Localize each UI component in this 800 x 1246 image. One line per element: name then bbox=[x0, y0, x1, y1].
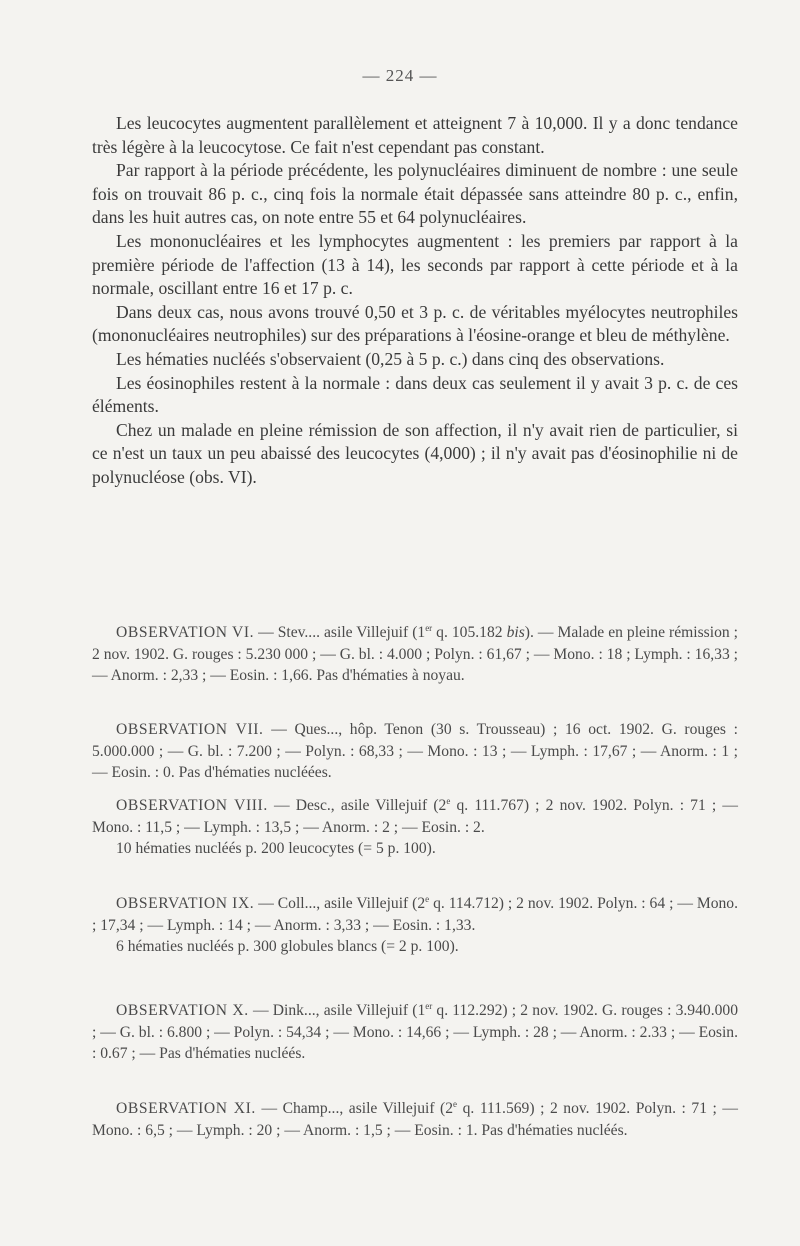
superscript: e bbox=[446, 795, 451, 806]
observation-text-part: — Coll..., asile Villejuif (2 bbox=[254, 895, 426, 912]
body-text bbox=[92, 112, 738, 490]
observation-text-part: q. 112.292) ; 2 nov. 1902. G. rouges : 3.940.000 ; — G. bl. : 6.800 ; — Polyn. : 54,34 ; — Mono. : 14,66 ; — Lymph. : 28 ; — Anorm. : 2.33 ; — Eosin. : 0.67 ; — Pas d'hématies nucléés. bbox=[92, 1002, 738, 1063]
observation-text-part: — Ques..., hôp. Tenon (30 s. Trousseau) ; 16 oct. 1902. G. rouges : 5.000.000 ; — G. bl. : 7.200 ; — Polyn. : 68,33 ; — Mono. : 13 ; — Lymph. : 17,67 ; — Anorm. : 1 ; — Eosin. : 0. Pas d'hématies nucléées. bbox=[92, 721, 738, 782]
superscript: e bbox=[453, 1098, 458, 1109]
observation-text-part: q. 105.182 bbox=[432, 624, 507, 641]
observation-x bbox=[92, 1000, 738, 1065]
observation-text-part: q. 111.767) ; 2 nov. 1902. Polyn. : 71 ; — Mono. : 11,5 ; — Lymph. : 13,5 ; — Anorm. : 2 ; — Eosin. : 2. bbox=[92, 797, 738, 836]
observation-text-part: — Champ..., asile Villejuif (2 bbox=[255, 1100, 454, 1117]
observation-text bbox=[92, 1098, 738, 1141]
observation-text-part: q. 114.712) ; 2 nov. 1902. Polyn. : 64 ; — Mono. ; 17,34 ; — Lymph. : 14 ; — Anorm. : 3,33 ; — Eosin. : 1,33. bbox=[92, 895, 738, 934]
observation-note: 10 hématies nucléés p. 200 leucocytes (= 5 p. 100). bbox=[116, 840, 436, 858]
observation-text bbox=[92, 1000, 738, 1065]
observation-title: OBSERVATION X. bbox=[116, 1002, 249, 1019]
observation-text-part: — Dink..., asile Villejuif (1 bbox=[248, 1002, 426, 1019]
paragraph: Dans deux cas, nous avons trouvé 0,50 et 3 p. c. de véritables myélocytes neutrophiles (mononucléaires neutrophiles) sur des préparations à l'éosine-orange et bleu de méthylène. bbox=[92, 301, 738, 346]
observation-text-part: q. 111.569) ; 2 nov. 1902. Polyn. : 71 ; — Mono. : 6,5 ; — Lymph. : 20 ; — Anorm. : 1,5 ; — Eosin. : 1. Pas d'hématies nucléés. bbox=[92, 1100, 739, 1139]
observation-text-part: — Stev.... asile Villejuif (1 bbox=[254, 624, 426, 641]
page-number: — 224 — bbox=[362, 66, 438, 85]
superscript: er bbox=[425, 1000, 433, 1011]
observation-text-part: — Desc., asile Villejuif (2 bbox=[267, 797, 447, 814]
paragraph: Chez un malade en pleine rémission de son affection, il n'y avait rien de particulier, si ce n'est un taux un peu abaissé des leucocytes (4,000) ; il n'y avait pas d'éosinophilie ni de polynucléose (obs. VI). bbox=[92, 419, 738, 487]
observation-text-part: ). — Malade en pleine rémission ; 2 nov. 1902. G. rouges : 5.230 000 ; — G. bl. : 4.000 ; Polyn. : 61,67 ; — Mono. : 18 ; Lymph. : 16,33 ; — Anorm. : 2,33 ; — Eosin. : 1,66. Pas d'hématies à noyau. bbox=[92, 624, 738, 685]
paragraph: Les éosinophiles restent à la normale : dans deux cas seulement il y avait 3 p. c. de ces éléments. bbox=[92, 372, 738, 417]
italic-text: bis bbox=[506, 624, 525, 641]
observation-note: 6 hématies nucléés p. 300 globules blancs (= 2 p. 100). bbox=[116, 938, 459, 956]
observation-viii bbox=[92, 795, 738, 860]
paragraph: Les hématies nucléés s'observaient (0,25 à 5 p. c.) dans cinq des observations. bbox=[116, 348, 665, 369]
paragraph: Les mononucléaires et les lymphocytes augmentent : les premiers par rapport à la première période de l'affection (13 à 14), les seconds par rapport à cette période et à la normale, oscillant entre 16 et 17 p. c. bbox=[92, 230, 738, 299]
observation-title: OBSERVATION VI. bbox=[116, 624, 255, 641]
superscript: e bbox=[425, 893, 430, 904]
observation-text bbox=[92, 719, 738, 784]
observation-title: OBSERVATION XI. bbox=[116, 1100, 256, 1117]
observation-title: OBSERVATION IX. bbox=[116, 895, 255, 912]
observation-text bbox=[92, 893, 738, 936]
observation-title: OBSERVATION VII. bbox=[116, 721, 264, 738]
observation-vi bbox=[92, 622, 738, 687]
paragraph: Par rapport à la période précédente, les polynucléaires diminuent de nombre : une seule fois on trouvait 86 p. c., cinq fois la normale était dépassée sans atteindre 80 p. c., enfin, dans les huit autres cas, on note entre 55 et 64 polynucléaires. bbox=[92, 160, 738, 228]
superscript: er bbox=[425, 622, 433, 633]
paragraph: Les leucocytes augmentent parallèlement et atteignent 7 à 10,000. Il y a donc tendance très légère à la leucocytose. Ce fait n'est cependant pas constant. bbox=[92, 113, 738, 157]
observation-vii bbox=[92, 719, 738, 784]
observation-text bbox=[92, 795, 738, 838]
observation-title: OBSERVATION VIII. bbox=[116, 797, 268, 814]
observation-text bbox=[92, 622, 738, 687]
observation-ix bbox=[92, 893, 738, 958]
observation-xi bbox=[92, 1098, 738, 1141]
